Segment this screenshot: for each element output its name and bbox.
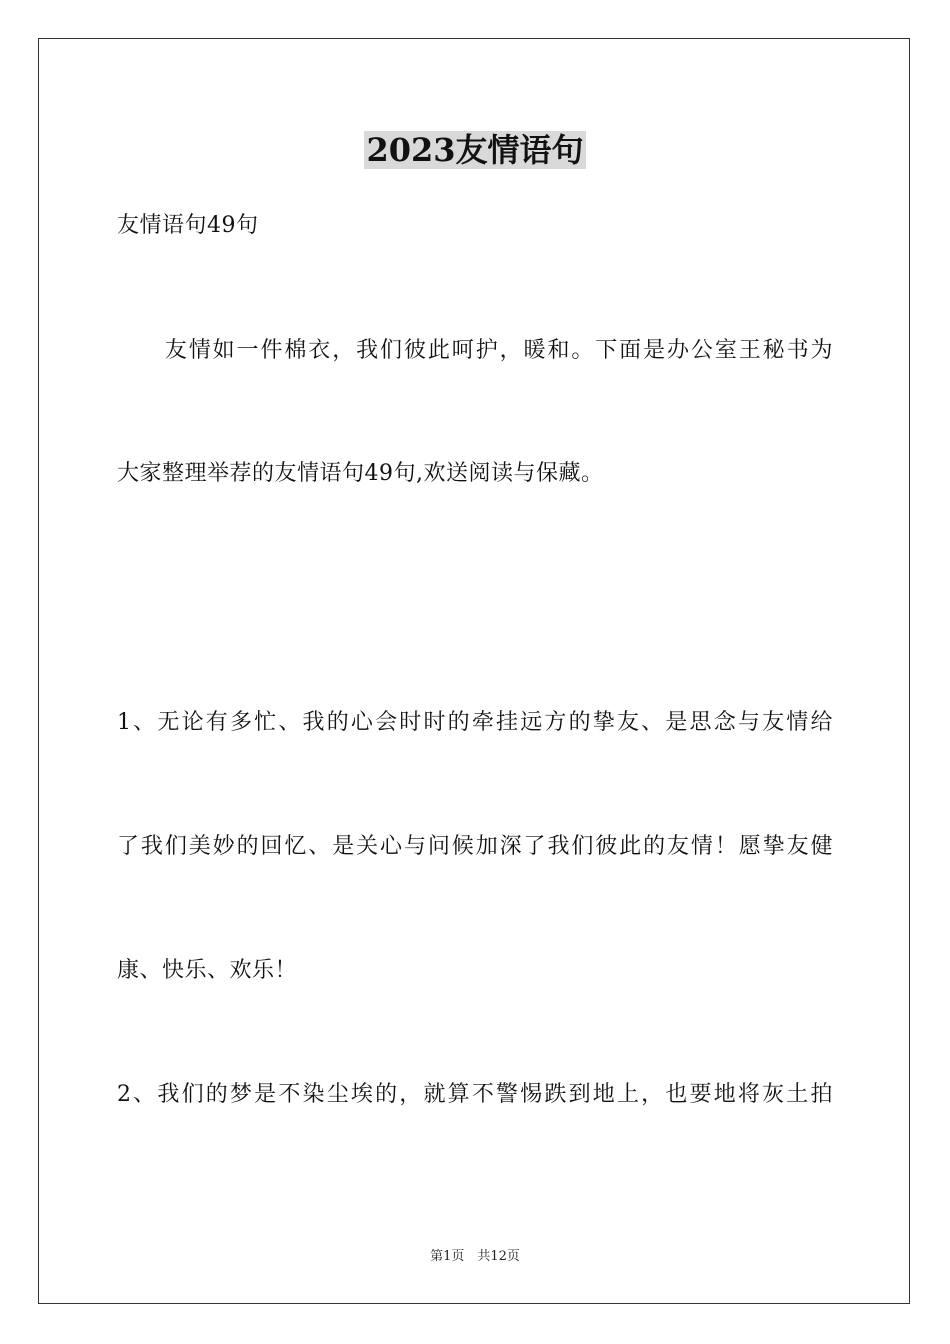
intro-line-2: 大家整理举荐的友情语句49句,欢送阅读与保藏。 [117, 461, 604, 486]
item2-line-1: 2、我们的梦是不染尘埃的，就算不警惕跌到地上，也要地将灰土拍 [117, 1082, 833, 1107]
intro-line-1: 友情如一件棉衣，我们彼此呵护，暖和。下面是办公室王秘书为 [117, 338, 833, 363]
document-title-text: 2023友情语句 [366, 131, 584, 169]
item1-line-3: 康、快乐、欢乐！ [117, 958, 298, 983]
page-number-footer: 第1页 共12页 [430, 1249, 520, 1264]
item1-line-2: 了我们美妙的回忆、是关心与问候加深了我们彼此的友情！愿挚友健 [117, 834, 833, 859]
item1-line-1: 1、无论有多忙、我的心会时时的牵挂远方的挚友、是思念与友情给 [117, 710, 833, 735]
subtitle: 友情语句49句 [117, 213, 259, 238]
document-title [0, 128, 950, 172]
